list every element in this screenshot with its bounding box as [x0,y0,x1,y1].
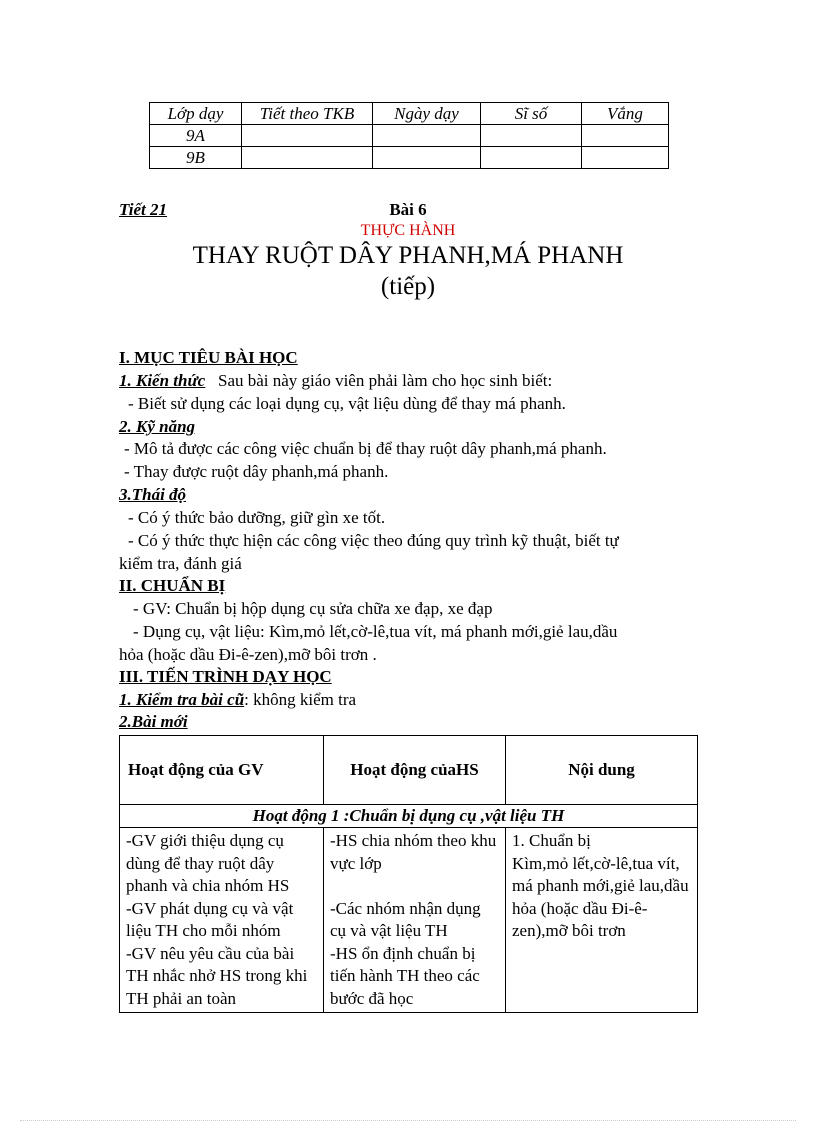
activity-row [120,828,698,1013]
schedule-cell [481,125,582,147]
activity-table [119,735,698,1013]
knowledge-label: 1. Kiến thức [119,371,206,390]
page-footer-divider [20,1120,796,1121]
schedule-header: Lớp dạy [150,103,242,125]
section-process-heading: III. TIẾN TRÌNH DẠY HỌC [119,667,332,686]
knowledge-item: - Biết sử dụng các loại dụng cụ, vật liệu dùng để thay má phanh. [128,394,566,413]
schedule-header: Tiết theo TKB [242,103,373,125]
schedule-row [150,147,669,169]
review-line [119,689,356,711]
attitude-item-continued: kiểm tra, đánh giá [119,554,242,573]
new-lesson-label: 2.Bài mới [119,712,188,731]
schedule-cell [582,147,669,169]
schedule-cell [373,125,481,147]
schedule-cell [242,125,373,147]
attitude-label: 3.Thái độ [119,485,187,504]
schedule-cell [373,147,481,169]
skills-item: - Thay được ruột dây phanh,má phanh. [124,462,389,481]
schedule-cell [582,125,669,147]
schedule-header: Ngày dạy [373,103,481,125]
header-content: Nội dung [506,736,698,805]
schedule-cell [481,147,582,169]
schedule-row [150,125,669,147]
review-label: 1. Kiểm tra bài cũ [119,690,245,709]
schedule-cell: 9A [150,125,242,147]
attitude-item: - Có ý thức bảo dưỡng, giữ gìn xe tốt. [128,508,386,527]
schedule-header: Vắng [582,103,669,125]
teacher-activity-cell: -GV giới thiệu dụng cụ dùng để thay ruột dây phanh và chia nhóm HS -GV phát dụng cụ và vật liệu TH cho mỗi nhóm -GV nêu yêu cầu của bài TH nhắc nhở HS trong khi TH phải an toàn [120,828,324,1013]
header-student-activity: Hoạt động củaHS [324,736,506,805]
practice-label: THỰC HÀNH [360,222,456,239]
preparation-teacher: - GV: Chuẩn bị hộp dụng cụ sửa chữa xe đạp, xe đạp [133,599,493,618]
review-text: : không kiểm tra [244,690,357,709]
section-preparation-heading: II. CHUẨN BỊ [119,576,226,595]
student-activity-cell: -HS chia nhóm theo khu vực lớp -Các nhóm nhận dụng cụ và vật liệu TH -HS ổn định chuẩn bị tiến hành TH theo các bước đã học [324,828,506,1013]
attitude-item: - Có ý thức thực hiện các công việc theo đúng quy trình kỹ thuật, biết tự [128,531,619,550]
header-teacher-activity: Hoạt động của GV [120,736,324,805]
skills-label: 2. Kỹ năng [119,417,196,436]
schedule-header: Sĩ số [481,103,582,125]
skills-item: - Mô tả được các công việc chuẩn bị để thay ruột dây phanh,má phanh. [124,439,607,458]
preparation-tools-continued: hỏa (hoặc dầu Đi-ê-zen),mỡ bôi trơn . [119,645,377,664]
section-objectives-heading: I. MỤC TIÊU BÀI HỌC [119,348,298,367]
schedule-cell [242,147,373,169]
lesson-number: Bài 6 [389,200,427,219]
schedule-table [149,102,669,169]
activity-title-row [120,805,698,828]
schedule-header-row [150,103,669,125]
lesson-period: Tiết 21 [119,200,167,219]
activity-title: Hoạt động 1 :Chuẩn bị dụng cụ ,vật liệu TH [120,805,698,828]
preparation-tools: - Dụng cụ, vật liệu: Kìm,mỏ lết,cờ-lê,tua vít, má phanh mới,giẻ lau,dầu [133,622,618,641]
lesson-title: THAY RUỘT DÂY PHANH,MÁ PHANH [192,242,624,269]
schedule-cell: 9B [150,147,242,169]
content-cell: 1. Chuẩn bị Kìm,mỏ lết,cờ-lê,tua vít, má phanh mới,giẻ lau,dầu hỏa (hoặc dầu Đi-ê-zen),mỡ bôi trơn [506,828,698,1013]
knowledge-text: Sau bài này giáo viên phải làm cho học sinh biết: [217,371,553,390]
lesson-subtitle: (tiếp) [380,273,436,300]
activity-header-row [120,736,698,805]
knowledge-line [119,370,552,392]
